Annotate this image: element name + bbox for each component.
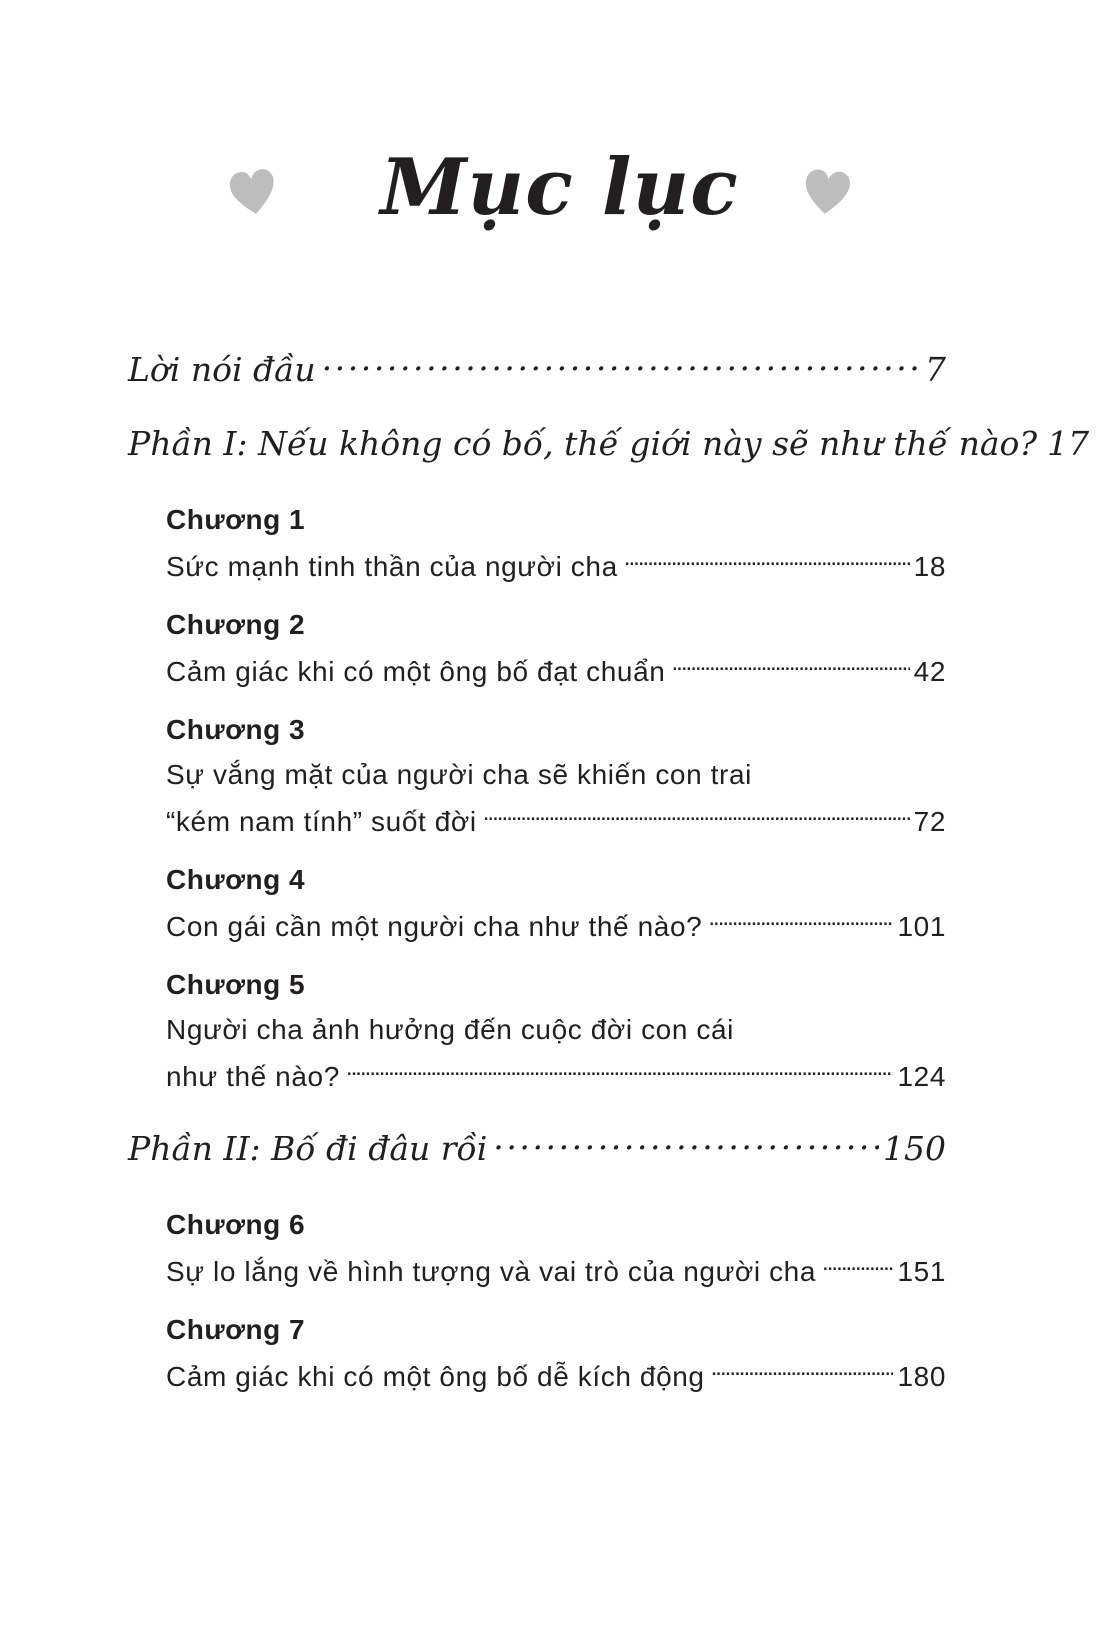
chapter-7-label: Chương 7: [166, 1314, 306, 1345]
page-number: 72: [913, 806, 946, 837]
entry-title: Con gái cần một người cha như thế nào?: [166, 911, 703, 942]
dot-leader: [708, 908, 893, 936]
toc-entry-part-1[interactable]: [128, 422, 1090, 464]
entry-title: Sự lo lắng về hình tượng và vai trò của người cha: [166, 1256, 817, 1287]
page-title: Mục lục: [380, 142, 739, 233]
page-number: 18: [913, 551, 946, 582]
entry-label: Phần I: Nếu không có bố, thế giới này sẽ như thế nào?: [128, 424, 1038, 463]
toc-entry-chapter-5[interactable]: [166, 1058, 946, 1094]
toc-entry-chapter-1[interactable]: [166, 548, 946, 584]
page-number: 124: [897, 1061, 946, 1092]
chapter-3-label: Chương 3: [166, 714, 306, 745]
dot-leader: [346, 1058, 894, 1086]
dot-leader: [322, 348, 921, 381]
page-number: 180: [897, 1361, 946, 1392]
toc-entry-chapter-7[interactable]: [166, 1358, 946, 1394]
toc-entry-chapter-4[interactable]: [166, 908, 946, 944]
entry-title: Sức mạnh tinh thần của người cha: [166, 551, 618, 582]
toc-entry-preface[interactable]: [128, 348, 946, 390]
entry-label: Phần II: Bố đi đâu rồi: [128, 1129, 488, 1168]
entry-title: “kém nam tính” suốt đời: [166, 806, 477, 837]
title-row: [0, 138, 1119, 248]
entry-title: Cảm giác khi có một ông bố đạt chuẩn: [166, 656, 666, 687]
toc-entry-chapter-6[interactable]: [166, 1253, 946, 1289]
toc-entry-chapter-3[interactable]: [166, 803, 946, 839]
dot-leader: [671, 653, 909, 681]
page-number: 42: [913, 656, 946, 687]
chapter-6-label: Chương 6: [166, 1209, 306, 1240]
chapter-5-title-line-1: Người cha ảnh hưởng đến cuộc đời con cái: [166, 1014, 734, 1045]
dot-leader: [493, 1127, 879, 1160]
page-number: 17: [1047, 424, 1090, 463]
page-number: 151: [897, 1256, 946, 1287]
entry-title: như thế nào?: [166, 1061, 340, 1092]
toc-entry-part-2[interactable]: [128, 1127, 946, 1169]
chapter-1-label: Chương 1: [166, 504, 306, 535]
page-number: 7: [925, 350, 946, 389]
page-number: 101: [897, 911, 946, 942]
dot-leader: [624, 548, 910, 576]
heart-icon: [799, 164, 854, 221]
chapter-3-title-line-1: Sự vắng mặt của người cha sẽ khiến con trai: [166, 759, 752, 790]
page-number: 150: [883, 1129, 946, 1168]
dot-leader: [711, 1358, 894, 1386]
chapter-4-label: Chương 4: [166, 864, 306, 895]
dot-leader: [822, 1253, 893, 1281]
chapter-2-label: Chương 2: [166, 609, 306, 640]
chapter-5-label: Chương 5: [166, 969, 306, 1000]
entry-title: Cảm giác khi có một ông bố dễ kích động: [166, 1361, 705, 1392]
dot-leader: [483, 803, 910, 831]
entry-label: Lời nói đầu: [128, 350, 316, 389]
toc-entry-chapter-2[interactable]: [166, 653, 946, 689]
